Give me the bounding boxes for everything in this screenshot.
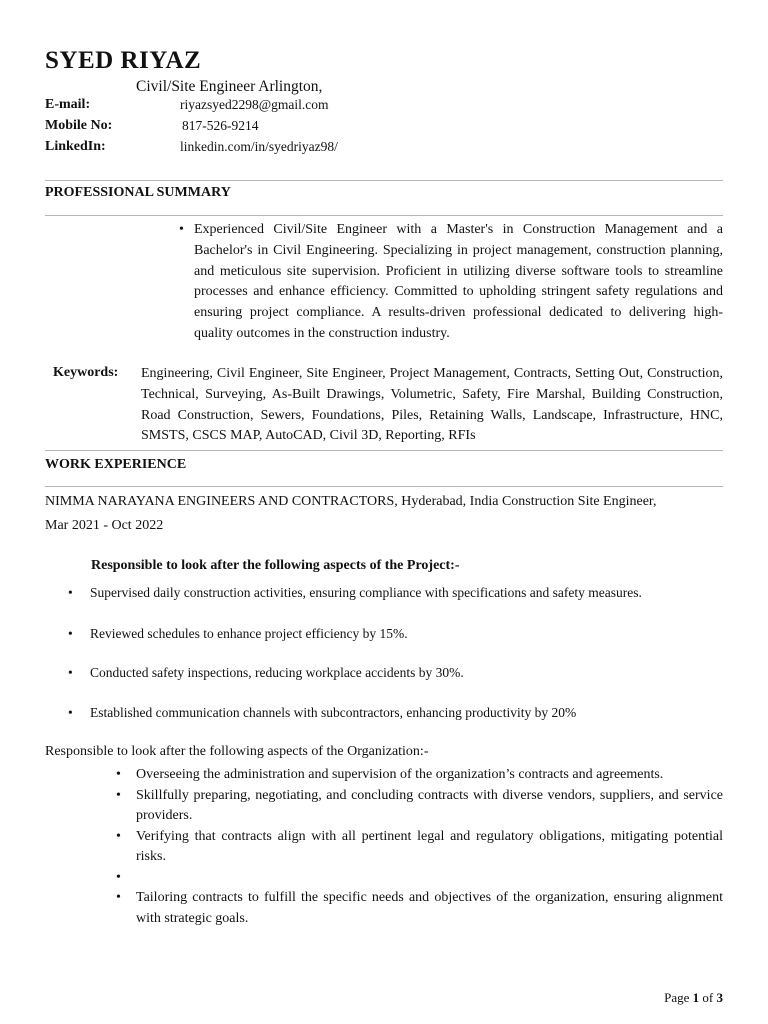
bullet-icon: • bbox=[68, 585, 73, 600]
list-item-text: Supervised daily construction activities, ensuring compliance with specifications and safety measures. bbox=[90, 585, 642, 600]
bullet-icon: • bbox=[116, 890, 121, 905]
bullet-icon: • bbox=[116, 787, 121, 803]
email-value: riyazsyed2298@gmail.com bbox=[180, 97, 329, 112]
list-item bbox=[114, 827, 723, 868]
list-item-text: Tailoring contracts to fulfill the specific needs and objectives of the organization, ensuring alignment with strategic goals. bbox=[136, 890, 723, 926]
list-item-text: Conducted safety inspections, reducing workplace accidents by 30%. bbox=[90, 665, 464, 680]
list-item bbox=[114, 765, 723, 786]
list-item-text: Skillfully preparing, negotiating, and concluding contracts with diverse vendors, suppliers, and service providers. bbox=[136, 787, 723, 823]
email-label: E-mail: bbox=[45, 97, 91, 112]
bullet-icon: • bbox=[179, 222, 184, 237]
list-item-text: Established communication channels with subcontractors, enhancing productivity by 20% bbox=[90, 705, 577, 720]
list-item bbox=[114, 786, 723, 827]
divider-rule bbox=[45, 450, 723, 451]
page-number bbox=[664, 990, 723, 1006]
summary-list bbox=[176, 220, 723, 345]
company-line: NIMMA NARAYANA ENGINEERS AND CONTRACTORS, Hyderabad, India Construction Site Engineer, bbox=[45, 494, 657, 509]
list-item bbox=[68, 626, 728, 642]
keywords-label: Keywords: bbox=[53, 365, 119, 380]
project-responsibilities-heading: Responsible to look after the following aspects of the Project:- bbox=[91, 558, 460, 573]
list-item-text: Reviewed schedules to enhance project efficiency by 15%. bbox=[90, 626, 408, 641]
bullet-icon: • bbox=[68, 705, 73, 720]
bullet-icon: • bbox=[68, 665, 73, 680]
employment-period: Mar 2021 - Oct 2022 bbox=[45, 518, 164, 533]
summary-heading: PROFESSIONAL SUMMARY bbox=[45, 185, 231, 200]
summary-bullet bbox=[176, 220, 723, 345]
list-item bbox=[68, 585, 728, 601]
list-item bbox=[68, 705, 728, 721]
list-item-text: Verifying that contracts align with all pertinent legal and regulatory obligations, mitigating potential risks. bbox=[136, 828, 723, 864]
page-word: Page bbox=[664, 990, 690, 1005]
candidate-subtitle: Civil/Site Engineer Arlington, bbox=[136, 78, 323, 95]
divider-rule bbox=[45, 180, 723, 181]
page-total: 3 bbox=[716, 990, 723, 1005]
mobile-value: 817-526-9214 bbox=[182, 118, 259, 133]
bullet-icon: • bbox=[116, 869, 121, 885]
bullet-icon: • bbox=[116, 828, 121, 844]
list-item bbox=[68, 665, 728, 681]
of-word: of bbox=[702, 990, 714, 1005]
mobile-label: Mobile No: bbox=[45, 118, 113, 133]
list-item-text: Overseeing the administration and supervision of the organization’s contracts and agreements. bbox=[136, 767, 664, 782]
organization-responsibilities-intro: Responsible to look after the following aspects of the Organization:- bbox=[45, 744, 429, 759]
linkedin-label: LinkedIn: bbox=[45, 139, 106, 154]
keywords-text: Engineering, Civil Engineer, Site Engineer, Project Management, Contracts, Setting Out, Construction, Technical, Surveying, As-Built Drawings, Volumetric, Safety, Fire Marshal, Building Construction, Road Construction, Sewers, Foundations, Piles, Retaining Walls, Landscape, Infrastructure, HNC, SMSTS, CSCS MAP, AutoCAD, Civil 3D, Reporting, RFIs bbox=[141, 366, 723, 444]
experience-heading: WORK EXPERIENCE bbox=[45, 457, 187, 472]
divider-rule bbox=[45, 486, 723, 487]
page-current: 1 bbox=[692, 990, 700, 1005]
bullet-icon: • bbox=[116, 767, 121, 782]
candidate-name: SYED RIYAZ bbox=[45, 47, 202, 74]
divider-rule bbox=[45, 215, 723, 216]
bullet-icon: • bbox=[68, 626, 73, 641]
list-item bbox=[114, 888, 723, 929]
linkedin-value: linkedin.com/in/syedriyaz98/ bbox=[180, 139, 338, 154]
summary-text: Experienced Civil/Site Engineer with a Master's in Construction Management and a Bachelor's in Civil Engineering. Specializing in project management, construction planning, and meticulous site supervision. Proficient in utilizing diverse software tools to streamline processes and enhance efficiency. Committed to upholding stringent safety regulations and ensuring project compliance. A results-driven professional dedicated to delivering high-quality outcomes in the construction industry. bbox=[194, 222, 723, 341]
organization-list bbox=[114, 765, 723, 929]
list-item bbox=[114, 868, 723, 889]
